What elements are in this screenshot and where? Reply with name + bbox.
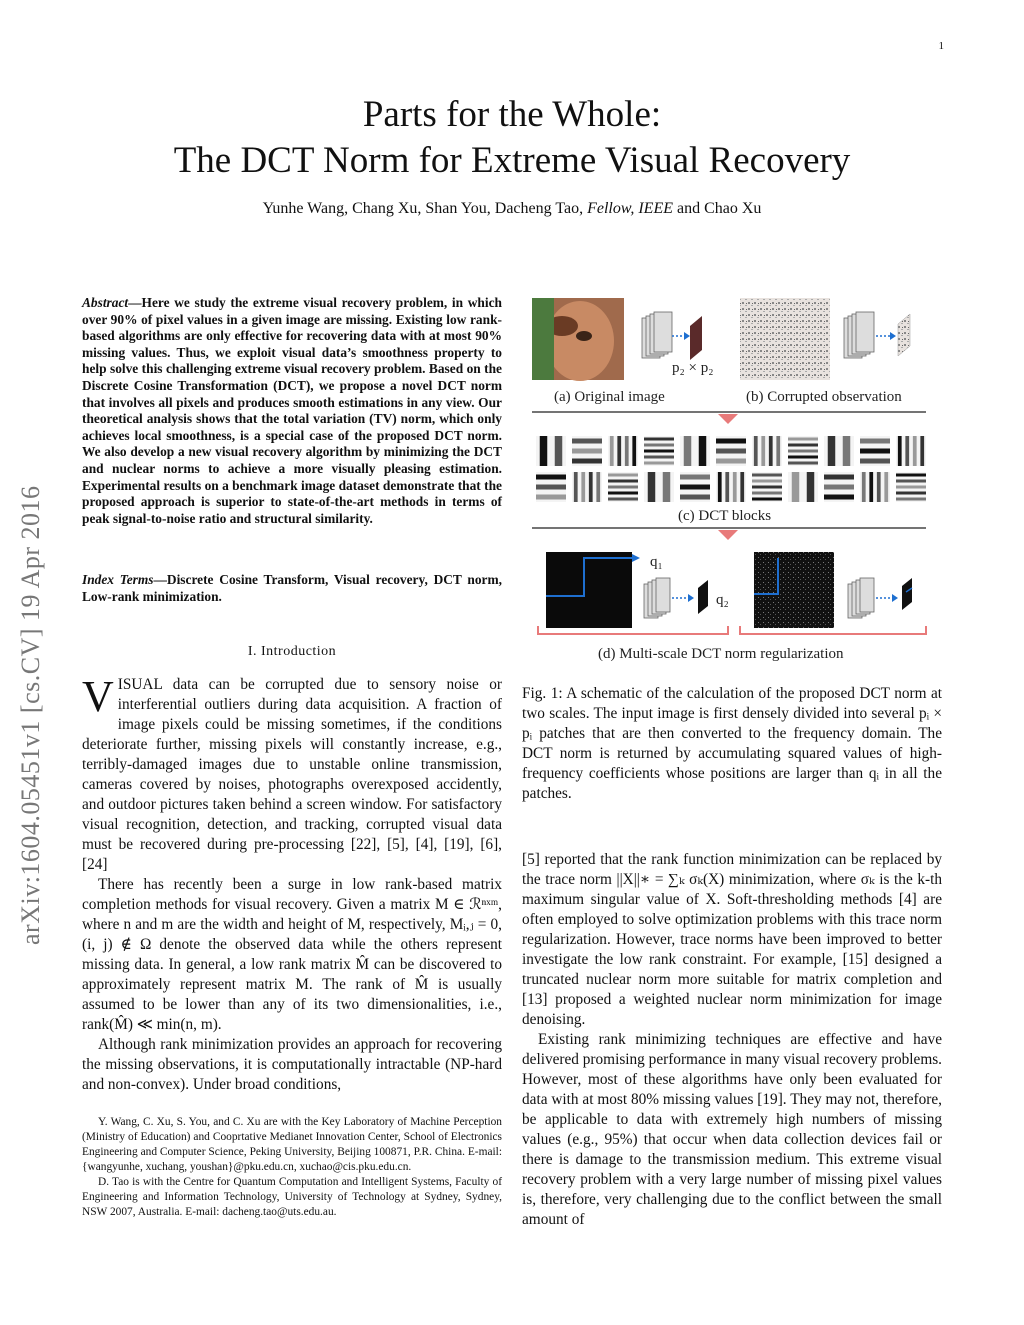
original-image-panel (532, 298, 713, 405)
down-arrow-1 (718, 414, 738, 424)
dct-block-band (860, 459, 890, 464)
dct-block-band (596, 472, 600, 502)
dct-block-band (896, 492, 926, 495)
dct-block-band (788, 450, 818, 453)
down-arrow-2 (718, 530, 738, 540)
footnote-affiliation-1: Y. Wang, C. Xu, S. You, and C. Xu are with the Key Laboratory of Machine Perception (Ministry of Education) and Cooprtative Medianet Innovation Center, School of Electronics Engineering and Computer Science, Peking University, Beijing 100871, P.R. China. E-mail: {wangyunhe, xuchang, youshan}@pku.edu.cn, xuchao@cis.pku.edu.cn. (82, 1116, 502, 1173)
dct-block-band (752, 486, 782, 489)
figure-1-graphic (532, 296, 938, 668)
dct-block-band (824, 485, 854, 490)
q2-label: q₂ (716, 592, 729, 608)
dct-block-band (896, 498, 926, 501)
dct-block-band (716, 439, 746, 444)
figure-label-c: (c) DCT blocks (678, 508, 772, 524)
footnote-affiliation-2: D. Tao is with the Centre for Quantum Computation and Intelligent Systems, Faculty of Engineering and Information Technology, University of Technology at Sydney, Sydney, NSW 2007, Australia. E-mail: dacheng.tao@uts.edu.au. (82, 1176, 502, 1218)
abstract-label: Abstract (82, 295, 129, 310)
introduction-body (82, 672, 502, 1095)
dct-block-band (733, 472, 737, 502)
dct-block-band (828, 436, 836, 466)
paper-title (0, 92, 1024, 184)
dct-block-band (769, 436, 773, 466)
dct-block-band (608, 480, 638, 483)
dct-block-band (608, 498, 638, 501)
dct-block-band (610, 436, 614, 466)
abstract (82, 295, 502, 527)
authors-tail: and Chao Xu (677, 200, 762, 217)
dct-block-band (877, 472, 881, 502)
dct-block-band (536, 475, 566, 480)
arxiv-identifier: arXiv:1604.05451v1 [cs.CV] 19 Apr 2016 (16, 485, 45, 945)
patch-size-label: p₂ × p₂ (672, 360, 714, 376)
dct-block-band (860, 449, 890, 454)
drop-cap: V (82, 672, 114, 721)
dct-block-band (776, 436, 780, 466)
page-number: 1 (938, 40, 944, 52)
dct-block-band (699, 436, 707, 466)
dct-block-band (644, 438, 674, 441)
dct-block-band (632, 436, 636, 466)
dct-block-band (718, 472, 722, 502)
dct-block-band (754, 436, 758, 466)
dct-block-band (896, 486, 926, 489)
dct-block-band (896, 474, 926, 477)
figure-label-d: (d) Multi-scale DCT norm regularization (598, 646, 844, 662)
dct-block-band (761, 436, 765, 466)
dct-block-band (898, 436, 902, 466)
q1-label: q₁ (650, 554, 663, 570)
dct-block-band (680, 495, 710, 500)
right-paragraph-2: Existing rank minimizing techniques are effective and have delivered promising performance in many visual recovery problems. However, most of these algorithms have only been evaluated for data with at most 80% missing values [19]. They may not, therefore, be applicable to data with extremely high numbers of missing values (e.g., 95%) that occur when data collection devices fail or there is damage to the transmission medium. This extreme visual recovery problem with a very large number of missing pixel values is, therefore, very challenging due to the conflict between the small amount of (522, 1031, 942, 1228)
figure-label-a: (a) Original image (554, 389, 665, 405)
dct-block-band (572, 459, 602, 464)
dct-block-band (792, 472, 800, 502)
dct-block-band (913, 436, 917, 466)
dct-block-band (843, 436, 851, 466)
dct-block-band (788, 444, 818, 447)
dct-block-band (617, 436, 621, 466)
dct-block-band (884, 472, 888, 502)
dct-block-band (536, 485, 566, 490)
authors-fellow: Fellow, IEEE (587, 200, 673, 217)
multiscale-panel (538, 552, 926, 662)
intro-paragraph-1-text: ISUAL data can be corrupted due to sensory noise or interferential outliers during data acquisition. A fraction of image pixels could be missing sometimes, if the conditions deteriorate further, missing pixels will constantly increase, e.g., terribly-damaged images due to unstable online transmission, cameras covered by noises, photographs overexposed accidently, and outdoor pictures taken behind a screen window. For satisfactory visual recognition, detection, and tracking, corrupted visual data must be recovered during pre-processing [22], [5], [4], [19], [6], [24] (82, 676, 502, 873)
intro-paragraph-2: There has recently been a surge in low rank-based matrix completion methods for visual recovery. Given a matrix M ∈ ℛⁿˣᵐ, where n and m are the width and height of M, respectively, Mᵢ,ⱼ = 0, (i, j) ∉ Ω denote the observed data while the others represent missing data. In general, a low rank matrix M̂ can be discovered to approximately represent matrix M. The rank of M̂ is usually assumed to be lower than any of its two dimensionalities, i.e., rank(M̂) ≪ min(n, m). (82, 876, 502, 1033)
dct-block-band (752, 498, 782, 501)
dct-block-band (824, 475, 854, 480)
right-column-body (522, 850, 942, 1230)
dct-block-band (860, 439, 890, 444)
dct-block-band (788, 438, 818, 441)
dct-block-band (572, 439, 602, 444)
intro-paragraph-3: Although rank minimization provides an approach for recovering the missing observations, it is computationally intractable (NP-hard and non-convex). Under broad conditions, (82, 1036, 502, 1093)
title-line-1: Parts for the Whole: (362, 94, 662, 135)
dct-block-band (725, 472, 729, 502)
dct-block-band (869, 472, 873, 502)
figure-label-b: (b) Corrupted observation (746, 389, 902, 405)
figure-1 (532, 296, 938, 668)
dct-block-band (644, 450, 674, 453)
dct-block-band (824, 495, 854, 500)
dct-block-band (589, 472, 593, 502)
dct-block-band (752, 474, 782, 477)
authors-plain: Yunhe Wang, Chang Xu, Shan You, Dacheng Tao, (262, 200, 584, 217)
dct-block-band (644, 444, 674, 447)
dct-block-band (752, 480, 782, 483)
dct-block-band (862, 472, 866, 502)
dct-block-band (752, 492, 782, 495)
dct-blocks-panel (536, 436, 926, 502)
dct-block-band (716, 459, 746, 464)
dct-block-band (581, 472, 585, 502)
dct-block-band (574, 472, 578, 502)
dct-block-band (572, 449, 602, 454)
dct-block-band (663, 472, 671, 502)
dct-block-band (680, 485, 710, 490)
figure-caption: Fig. 1: A schematic of the calculation of the proposed DCT norm at two scales. The input image is first densely divided into several pᵢ × pᵢ patches that are then converted to the frequency domain. The DCT norm is returned by accumulating squared values of high-frequency coefficients whose positions are larger than qᵢ in all the patches. (522, 685, 942, 802)
intro-paragraph-1 (82, 672, 502, 875)
right-paragraph-1: [5] reported that the rank function minimization can be replaced by the trace norm ||X||∗ = ∑ₖ σₖ(X) minimization, where σₖ is the k-th maximum singular value of X. Soft-thresholding methods [4] are often employed to solve optimization problems with this trace norm regularization. However, trace norms have been improved to better investigate the low rank constraint. For example, [15] designed a truncated nuclear norm more suitable for matrix completion and [13] proposed a weighted nuclear norm minimization for image denoising. (522, 851, 942, 1028)
dct-block-band (644, 462, 674, 465)
dct-block-band (536, 495, 566, 500)
corrupted-photo (740, 298, 830, 380)
dct-block-band (540, 436, 548, 466)
corrupted-observation-panel (740, 298, 910, 405)
section-heading: I. Introduction (247, 644, 337, 659)
title-line-2: The DCT Norm for Extreme Visual Recovery (173, 140, 851, 181)
dct-block-band (608, 486, 638, 489)
dct-block-band (555, 436, 563, 466)
footnotes (82, 1115, 502, 1220)
dct-block-band (740, 472, 744, 502)
abstract-text: —Here we study the extreme visual recovery problem, in which over 90% of pixel values in a given image are missing. Existing low rank-based algorithms are only effective for recovering data with at most 90% missing values. Thus, we exploit visual data’s smoothness property to help solve this challenging extreme visual recovery problem. Based on the Discrete Cosine Transformation (DCT), we propose a novel DCT norm that involves all pixels and produces smooth estimations in any view. Our theoretical analysis shows that the total variation (TV) norm, which only achieves local smoothness, is a special case of the proposed DCT norm. We also develop a new visual recovery algorithm by minimizing the DCT and nuclear norms to achieve a more visually pleasing estimation. Experimental results on a benchmark image dataset demonstrate that the proposed approach is superior to state-of-the-art methods in terms of peak signal-to-noise ratio and structural similarity. (82, 295, 502, 526)
dct-block-band (625, 436, 629, 466)
dct-block-band (807, 472, 815, 502)
dct-block-band (716, 449, 746, 454)
author-list (0, 200, 1024, 218)
dct-block-band (648, 472, 656, 502)
dct-block-band (896, 480, 926, 483)
dct-block-band (920, 436, 924, 466)
index-terms (82, 572, 502, 605)
dct-block-band (608, 474, 638, 477)
dct-block-band (644, 456, 674, 459)
dct-block-band (788, 462, 818, 465)
dct-block-band (905, 436, 909, 466)
dct-block-band (608, 492, 638, 495)
index-terms-label: Index Terms (82, 572, 154, 587)
dct-block-band (684, 436, 692, 466)
dct-block-band (788, 456, 818, 459)
dct-block-band (680, 475, 710, 480)
index-terms-text: —Discrete Cosine Transform, Visual recovery, DCT norm, Low-rank minimization. (82, 572, 502, 604)
